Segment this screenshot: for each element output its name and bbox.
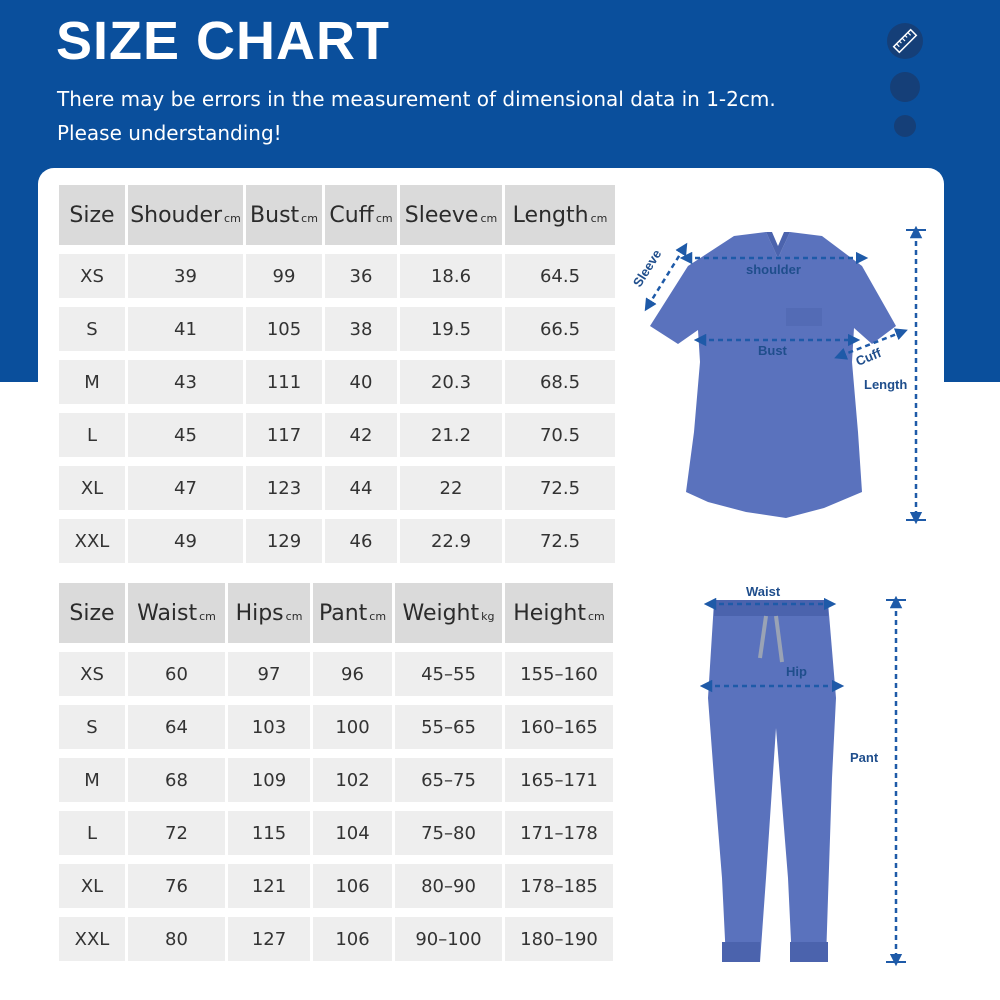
- table-cell: 106: [313, 917, 392, 961]
- length-label: Length: [864, 377, 908, 392]
- column-header: Sleeve cm: [400, 185, 502, 245]
- column-header: Size: [59, 583, 125, 643]
- table-cell: 102: [313, 758, 392, 802]
- table-row: [59, 307, 615, 351]
- table-row: [59, 466, 615, 510]
- table-cell: 106: [313, 864, 392, 908]
- table-cell: 21.2: [400, 413, 502, 457]
- ruler-icon: [886, 22, 924, 60]
- table-row: [59, 864, 613, 908]
- table-header-row: [59, 185, 615, 245]
- size-cell: XL: [59, 864, 125, 908]
- size-cell: M: [59, 360, 125, 404]
- table-cell: 47: [128, 466, 243, 510]
- table-header-row: [59, 583, 613, 643]
- table-cell: 80–90: [395, 864, 502, 908]
- column-header: Length cm: [505, 185, 615, 245]
- table-cell: 44: [325, 466, 397, 510]
- table-cell: 155–160: [505, 652, 613, 696]
- size-cell: XS: [59, 254, 125, 298]
- table-row: [59, 758, 613, 802]
- table-cell: 46: [325, 519, 397, 563]
- table-row: [59, 652, 613, 696]
- table-cell: 66.5: [505, 307, 615, 351]
- column-header: Shouder cm: [128, 185, 243, 245]
- size-cell: XL: [59, 466, 125, 510]
- table-cell: 99: [246, 254, 322, 298]
- table-cell: 165–171: [505, 758, 613, 802]
- table-cell: 22: [400, 466, 502, 510]
- table-cell: 121: [228, 864, 310, 908]
- sleeve-label: Sleeve: [629, 246, 665, 290]
- table-cell: 72: [128, 811, 225, 855]
- column-header: Weight kg: [395, 583, 502, 643]
- table-cell: 22.9: [400, 519, 502, 563]
- page-title: SIZE CHART: [56, 11, 390, 71]
- waist-label: Waist: [746, 584, 781, 599]
- table-cell: 178–185: [505, 864, 613, 908]
- table-cell: 68: [128, 758, 225, 802]
- pant-label: Pant: [850, 750, 879, 765]
- size-cell: M: [59, 758, 125, 802]
- size-cell: S: [59, 307, 125, 351]
- table-cell: 123: [246, 466, 322, 510]
- column-header: Bust cm: [246, 185, 322, 245]
- size-cell: L: [59, 811, 125, 855]
- table-cell: 41: [128, 307, 243, 351]
- hip-label: Hip: [786, 664, 807, 679]
- table-cell: 18.6: [400, 254, 502, 298]
- cuff-label: Cuff: [853, 345, 884, 369]
- bust-label: Bust: [758, 343, 787, 358]
- scrub-pants-illustration: [700, 578, 910, 972]
- size-cell: L: [59, 413, 125, 457]
- table-cell: 90–100: [395, 917, 502, 961]
- table-cell: 65–75: [395, 758, 502, 802]
- table-cell: 104: [313, 811, 392, 855]
- table-cell: 60: [128, 652, 225, 696]
- size-cell: S: [59, 705, 125, 749]
- table-row: [59, 413, 615, 457]
- table-cell: 19.5: [400, 307, 502, 351]
- column-header: Height cm: [505, 583, 613, 643]
- table-cell: 40: [325, 360, 397, 404]
- scrub-pants-shape: [708, 600, 836, 962]
- table-cell: 103: [228, 705, 310, 749]
- table-cell: 80: [128, 917, 225, 961]
- table-cell: 100: [313, 705, 392, 749]
- table-cell: 96: [313, 652, 392, 696]
- table-cell: 45: [128, 413, 243, 457]
- table-cell: 64.5: [505, 254, 615, 298]
- table-row: [59, 917, 613, 961]
- table-cell: 55–65: [395, 705, 502, 749]
- table-cell: 129: [246, 519, 322, 563]
- table-cell: 45–55: [395, 652, 502, 696]
- table-cell: 38: [325, 307, 397, 351]
- table-row: [59, 519, 615, 563]
- scrub-top-illustration: [626, 222, 932, 524]
- subtitle-line-1: There may be errors in the measurement of dimensional data in 1-2cm.: [57, 87, 776, 111]
- table-row: [59, 811, 613, 855]
- table-cell: 36: [325, 254, 397, 298]
- page-subtitle: [57, 82, 776, 150]
- table-cell: 115: [228, 811, 310, 855]
- table-cell: 97: [228, 652, 310, 696]
- table-cell: 105: [246, 307, 322, 351]
- shoulder-label: shoulder: [746, 262, 801, 277]
- table-cell: 111: [246, 360, 322, 404]
- table-cell: 49: [128, 519, 243, 563]
- table-cell: 20.3: [400, 360, 502, 404]
- table-cell: 64: [128, 705, 225, 749]
- table-cell: 70.5: [505, 413, 615, 457]
- column-header: Pant cm: [313, 583, 392, 643]
- column-header: Size: [59, 185, 125, 245]
- size-cell: XXL: [59, 917, 125, 961]
- table-cell: 43: [128, 360, 243, 404]
- table-cell: 76: [128, 864, 225, 908]
- subtitle-line-2: Please understanding!: [57, 121, 282, 145]
- column-header: Hips cm: [228, 583, 310, 643]
- table-cell: 39: [128, 254, 243, 298]
- column-header: Cuff cm: [325, 185, 397, 245]
- table-cell: 75–80: [395, 811, 502, 855]
- column-header: Waist cm: [128, 583, 225, 643]
- table-cell: 127: [228, 917, 310, 961]
- table-row: [59, 705, 613, 749]
- table-row: [59, 360, 615, 404]
- top-size-table: [56, 176, 618, 572]
- table-cell: 72.5: [505, 466, 615, 510]
- table-cell: 72.5: [505, 519, 615, 563]
- dot-icon: [894, 115, 916, 137]
- table-cell: 42: [325, 413, 397, 457]
- table-cell: 180–190: [505, 917, 613, 961]
- table-cell: 68.5: [505, 360, 615, 404]
- dot-icon: [890, 72, 920, 102]
- size-cell: XS: [59, 652, 125, 696]
- table-row: [59, 254, 615, 298]
- table-cell: 160–165: [505, 705, 613, 749]
- table-cell: 117: [246, 413, 322, 457]
- size-cell: XXL: [59, 519, 125, 563]
- table-cell: 109: [228, 758, 310, 802]
- bottom-size-table: [56, 574, 616, 970]
- table-cell: 171–178: [505, 811, 613, 855]
